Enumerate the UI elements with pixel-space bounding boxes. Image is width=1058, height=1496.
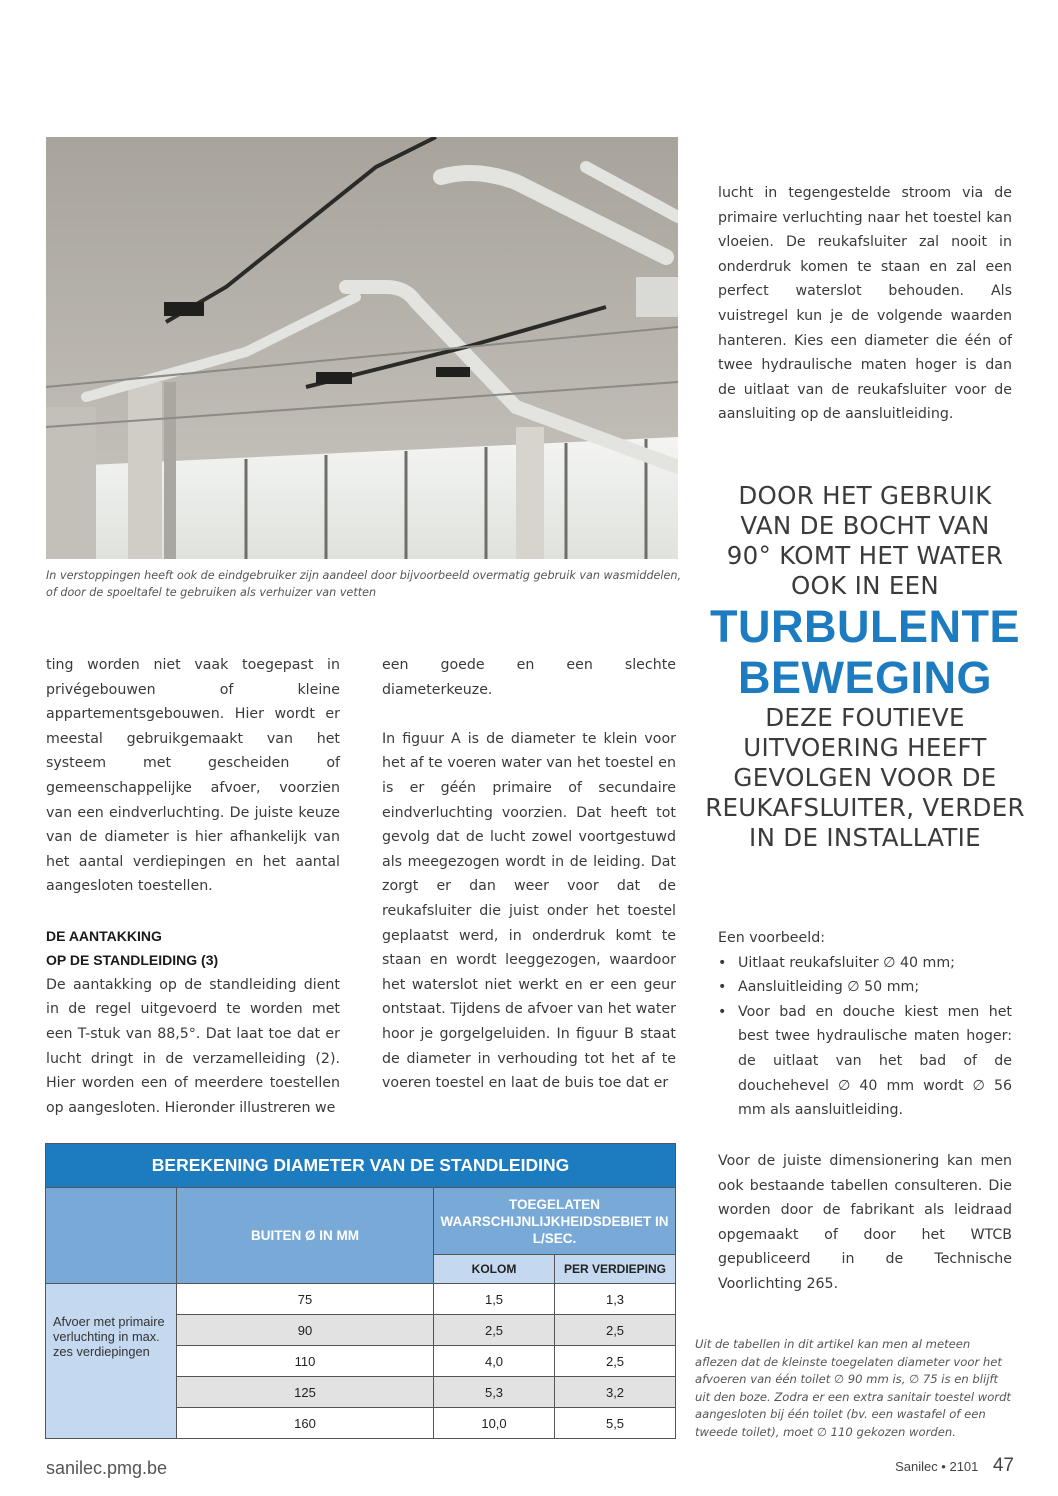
table-cell-verdieping: 2,5 [555, 1346, 676, 1377]
col2-paragraph-1: een goede en een slechte diameterkeuze. [382, 657, 676, 698]
list-item: • Aansluitleiding ∅ 50 mm; [718, 975, 1012, 1000]
photo-caption [46, 567, 686, 601]
photo-caption-line-1: In verstoppingen heeft ook de eindgebruiker zijn aandeel door bijvoorbeeld overmatig gebruik van wasmiddelen, [46, 569, 682, 582]
example-intro: Een voorbeeld: [718, 930, 825, 946]
table-cell-diameter: 110 [177, 1346, 434, 1377]
table-title: BEREKENING DIAMETER VAN DE STANDLEIDING [46, 1144, 676, 1188]
diameter-table [45, 1143, 676, 1439]
pull-quote-line: DOOR HET GEBRUIK [738, 481, 992, 510]
example-list [718, 951, 1012, 1123]
col1-paragraph-1: ting worden niet vaak toegepast in privégebouwen of kleine appartementsgebouwen. Hier wordt er meestal gebruikgemaakt van het systeem met gescheiden of gemeenschappelijke afvoer, voorzien van een eindverluchting. De juiste keuze van de diameter is hier afhankelijk van het aantal verdiepingen en het aantal aangesloten toestellen. [46, 657, 340, 895]
pull-quote-line: UITVOERING HEEFT [743, 733, 987, 762]
table-header-debit: TOEGELATEN WAARSCHIJNLIJKHEIDSDEBIET IN L/SEC. [434, 1188, 676, 1255]
col3-paragraph-1: lucht in tegengestelde stroom via de primaire verluchting naar het toestel kan vloeien. De reukafsluiter zal nooit in onderdruk komen te staan en zal een perfect waterslot behouden. Als vuistregel kun je de volgende waarden hanteren. Kies een diameter die één of twee hydraulische maten hoger is dan de uitlaat van de reukafsluiter voor de aansluiting op de aansluitleiding. [718, 185, 1012, 423]
table-cell-kolom: 5,3 [434, 1377, 555, 1408]
photo-caption-line-2: of door de spoeltafel te gebruiken als verhuizer van vetten [46, 586, 377, 599]
text-column-2 [382, 653, 676, 1096]
side-caption: Uit de tabellen in dit artikel kan men al meteen aflezen dat de kleinste toegelaten diameter voor het afvoeren van één toilet ∅ 90 mm is, ∅ 75 is en blijft uit den boze. Zodra er een extra sanitair toestel wordt aangesloten bij één toilet (bv. een wastafel of een tweede toilet), moet ∅ 110 gekozen worden. [695, 1337, 1011, 1439]
table-cell-diameter: 90 [177, 1315, 434, 1346]
text-column-3-bottom [718, 1149, 1012, 1297]
pull-quote-line: GEVOLGEN VOOR DE [733, 763, 997, 792]
table-cell-verdieping: 1,3 [555, 1284, 676, 1315]
footer-page-info [895, 1455, 1014, 1477]
table-cell-diameter: 160 [177, 1408, 434, 1439]
pull-quote-line: OOK IN EEN [790, 571, 940, 600]
text-column-3 [718, 181, 1012, 427]
pull-quote-line: REUKAFSLUITER, VERDER [705, 793, 1025, 822]
pull-quote [702, 481, 1028, 853]
list-item: • Voor bad en douche kiest men het best twee hydraulische maten hoger: de uitlaat van het bad of de douchehevel ∅ 40 mm wordt ∅ 56 mm als aansluitleiding. [718, 1000, 1012, 1123]
table-cell-kolom: 4,0 [434, 1346, 555, 1377]
table-cell-verdieping: 2,5 [555, 1315, 676, 1346]
table-subheader-kolom: KOLOM [434, 1255, 555, 1284]
table-cell-diameter: 75 [177, 1284, 434, 1315]
footer-site-link[interactable]: sanilec.pmg.be [46, 1458, 168, 1478]
table-cell-kolom: 1,5 [434, 1284, 555, 1315]
list-item: • Uitlaat reukafsluiter ∅ 40 mm; [718, 951, 1012, 976]
pull-quote-highlight: BEWEGING [737, 652, 992, 703]
text-column-1 [46, 653, 340, 1120]
table-subheader-verdieping: PER VERDIEPING [555, 1255, 676, 1284]
col3-paragraph-2: Voor de juiste dimensionering kan men ook bestaande tabellen consulteren. Die worden door de fabrikant als leidraad opgemaakt of door het WTCB gepubliceerd in de Technische Voorlichting 265. [718, 1153, 1012, 1292]
footer-magazine: Sanilec • 2101 [895, 1459, 979, 1474]
pull-quote-line: 90° KOMT HET WATER [726, 541, 1004, 570]
ceiling-photo-image [46, 137, 678, 559]
table-row-label: Afvoer met primaire verluchting in max. zes verdiepingen [46, 1284, 177, 1439]
table-row [46, 1284, 676, 1315]
table-header-diameter: BUITEN Ø IN MM [177, 1188, 434, 1284]
col2-paragraph-2: In figuur A is de diameter te klein voor het af te voeren water van het toestel en is er géén primaire of secundaire eindverluchting voorzien. Dat heeft tot gevolg dat de lucht zowel voortgestuwd als meegezogen wordt in de leiding. Dat zorgt er dan weer voor dat de reukafsluiter die juist onder het toestel geplaatst werd, in onderdruk komt te staan en wordt leeggezogen, waardoor het waterslot niet werkt en er een geur ontstaat. Tijdens de afvoer van het water hoor je gorgelgeluiden. In figuur B staat de diameter in verhouding tot het af te voeren toestel en laat de buis toe dat er [382, 730, 676, 1092]
pull-quote-line: VAN DE BOCHT VAN [740, 511, 990, 540]
pull-quote-line: DEZE FOUTIEVE [765, 703, 965, 732]
col1-paragraph-2: De aantakking op de standleiding dient in de regel uitgevoerd te worden met een T-stuk van 88,5°. Dat laat toe dat er lucht dringt in de verzamelleiding (2). Hier worden een of meerdere toestellen op aangesloten. Hieronder illustreren we [46, 976, 340, 1116]
table-cell-diameter: 125 [177, 1377, 434, 1408]
example-block [718, 926, 1012, 1123]
pull-quote-highlight: TURBULENTE [710, 601, 1020, 652]
ceiling-photo [46, 137, 678, 559]
table-cell-verdieping: 5,5 [555, 1408, 676, 1439]
table-header-empty [46, 1188, 177, 1284]
pull-quote-line: IN DE INSTALLATIE [749, 823, 981, 852]
page-number: 47 [992, 1455, 1014, 1476]
table-cell-verdieping: 3,2 [555, 1377, 676, 1408]
section-heading-line-1: DE AANTAKKING [46, 927, 162, 944]
table-cell-kolom: 10,0 [434, 1408, 555, 1439]
section-heading-line-2: OP DE STANDLEIDING (3) [46, 952, 219, 969]
table-cell-kolom: 2,5 [434, 1315, 555, 1346]
